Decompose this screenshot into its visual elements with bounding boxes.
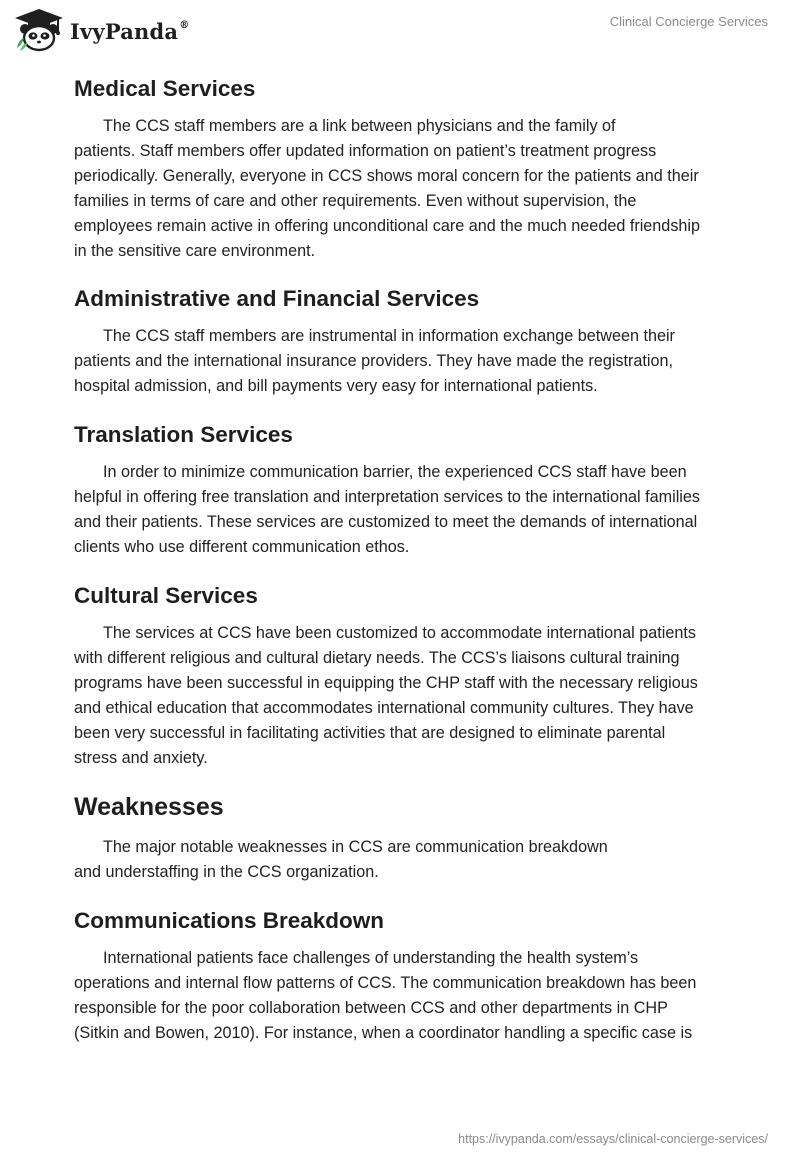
paragraph-line: clients who use different communication ethos. — [74, 538, 410, 556]
section-heading: Cultural Services — [74, 583, 258, 608]
paragraph-line: and ethical education that accommodates international community cultures. They have — [74, 699, 694, 717]
paragraph-line: stress and anxiety. — [74, 749, 208, 767]
section-heading: Administrative and Financial Services — [74, 286, 480, 311]
paragraph-line: The major notable weaknesses in CCS are communication breakdown — [103, 838, 608, 856]
section-cultural-services — [74, 579, 724, 771]
paragraph-line: The services at CCS have been customized to accommodate international patients — [103, 624, 696, 642]
paragraph-line: in the sensitive care environment. — [74, 242, 316, 260]
paragraph-line: with different religious and cultural dietary needs. The CCS’s liaisons cultural training — [74, 649, 680, 667]
paragraph-line: International patients face challenges of understanding the health system’s — [103, 949, 639, 967]
section-translation-services — [74, 418, 724, 560]
section-paragraph — [74, 324, 724, 399]
panda-graduate-icon — [14, 8, 64, 52]
registered-mark: ® — [179, 19, 190, 31]
paragraph-line: (Sitkin and Bowen, 2010). For instance, when a coordinator handling a specific case is — [74, 1024, 693, 1042]
paragraph-line: In order to minimize communication barrier, the experienced CCS staff have been — [103, 463, 687, 481]
paragraph-line: The CCS staff members are a link between physicians and the family of — [103, 117, 616, 135]
page-header — [0, 0, 800, 70]
section-paragraph — [74, 114, 724, 264]
section-weaknesses — [74, 790, 724, 885]
section-heading: Communications Breakdown — [74, 908, 385, 933]
section-paragraph — [74, 460, 724, 560]
paragraph-line: The CCS staff members are instrumental in information exchange between their — [103, 327, 675, 345]
section-paragraph — [74, 621, 724, 771]
paragraph-line: helpful in offering free translation and interpretation services to the international families — [74, 488, 700, 506]
section-medical-services — [74, 72, 724, 264]
section-administrative-financial — [74, 282, 724, 399]
essay-content — [74, 70, 724, 1046]
paragraph-line: patients. Staff members offer updated information on patient’s treatment progress — [74, 142, 657, 160]
paragraph-line: been very successful in facilitating activities that are designed to eliminate parental — [74, 724, 666, 742]
section-paragraph — [74, 946, 724, 1046]
paragraph-line: responsible for the poor collaboration between CCS and other departments in CHP — [74, 999, 668, 1017]
section-heading: Weaknesses — [74, 793, 224, 821]
paragraph-line: programs have been successful in equipping the CHP staff with the necessary religious — [74, 674, 698, 692]
paragraph-line: and their patients. These services are customized to meet the demands of international — [74, 513, 698, 531]
paragraph-line: hospital admission, and bill payments very easy for international patients. — [74, 377, 598, 395]
logo-text — [70, 19, 189, 44]
paragraph-line: employees remain active in offering unconditional care and the much needed friendship — [74, 217, 701, 235]
document-title: Clinical Concierge Services — [609, 14, 768, 29]
paragraph-line: patients and the international insurance providers. They have made the registration, — [74, 352, 674, 370]
paragraph-line: periodically. Generally, everyone in CCS shows moral concern for the patients and their — [74, 167, 699, 185]
section-communications-breakdown — [74, 904, 724, 1046]
logo-wordmark: IvyPanda — [70, 18, 179, 44]
paragraph-line: and understaffing in the CCS organization. — [74, 863, 379, 881]
source-url-link[interactable]: https://ivypanda.com/essays/clinical-concierge-services/ — [458, 1132, 768, 1146]
ivypanda-logo[interactable] — [14, 8, 189, 52]
paragraph-line: families in terms of care and other requirements. Even without supervision, the — [74, 192, 637, 210]
section-heading: Translation Services — [74, 422, 293, 447]
section-paragraph — [74, 835, 724, 885]
paragraph-line: operations and internal flow patterns of CCS. The communication breakdown has been — [74, 974, 697, 992]
section-heading: Medical Services — [74, 76, 256, 101]
